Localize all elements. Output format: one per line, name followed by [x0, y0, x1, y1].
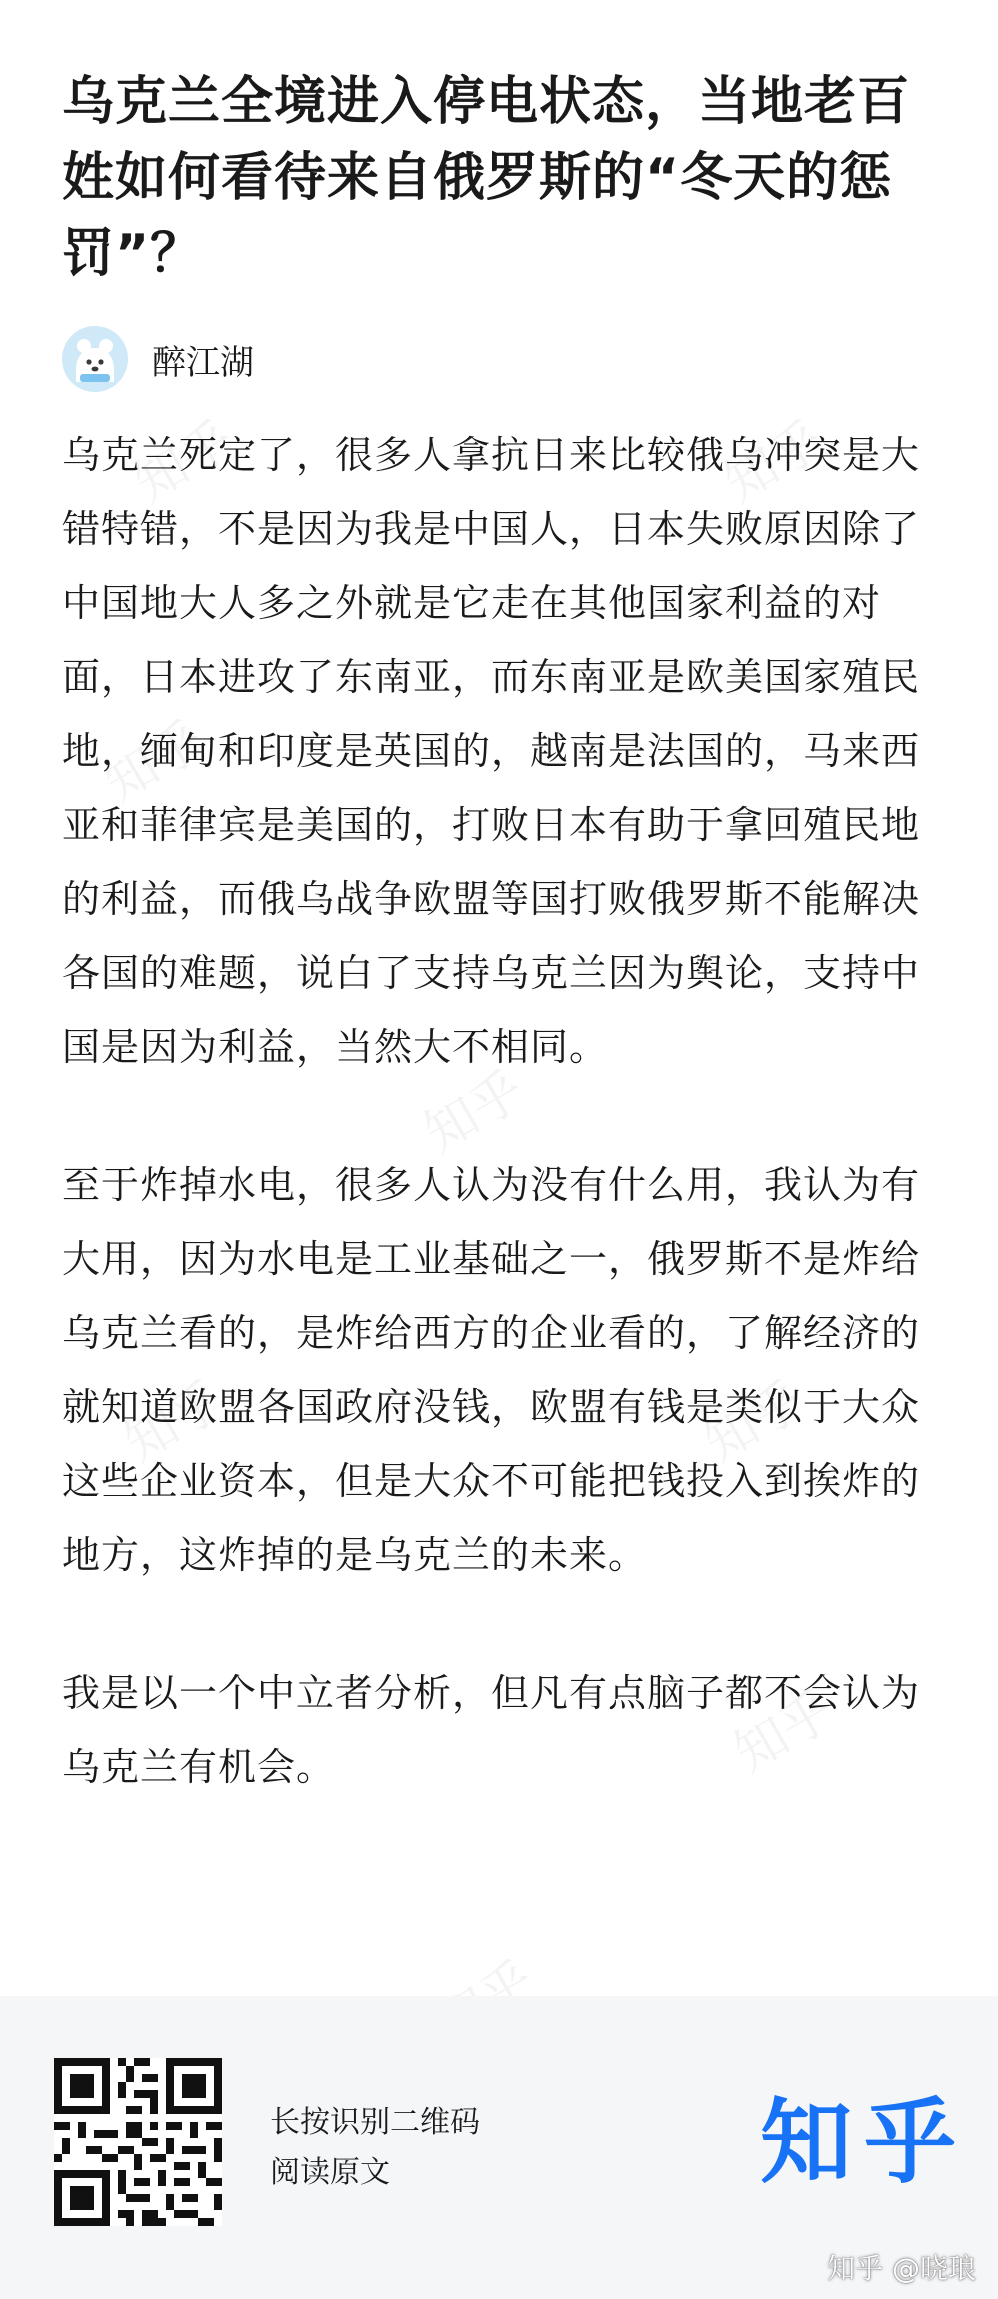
qr-code-icon[interactable]	[54, 2058, 222, 2226]
author-name[interactable]: 醉江湖	[152, 342, 254, 383]
qr-instructions	[270, 2098, 480, 2198]
paragraph: 乌克兰死定了，很多人拿抗日来比较俄乌冲突是大错特错，不是因为我是中国人，日本失败原因除了中国地大人多之外就是它走在其他国家利益的对面，日本进攻了东南亚，而东南亚是欧美国家殖民地，缅甸和印度是英国的，越南是法国的，马来西亚和菲律宾是美国的，打败日本有助于拿回殖民地的利益，而俄乌战争欧盟等国打败俄罗斯不能解决各国的难题，说白了支持乌克兰因为舆论，支持中国是因为利益，当然大不相同。	[62, 433, 921, 1069]
read-original-link[interactable]: 阅读原文	[270, 2155, 390, 2190]
article	[62, 64, 942, 1868]
paragraph: 至于炸掉水电，很多人认为没有什么用，我认为有大用，因为水电是工业基础之一，俄罗斯不是炸给乌克兰看的，是炸给西方的企业看的，了解经济的就知道欧盟各国政府没钱，欧盟有钱是类似于大众这些企业资本，但是大众不可能把钱投入到挨炸的地方，这炸掉的是乌克兰的未来。	[62, 1163, 921, 1577]
article-body	[62, 418, 942, 1804]
watermark	[418, 1939, 546, 2000]
qr-instruction-line: 长按识别二维码	[270, 2105, 480, 2140]
source-watermark: 知乎 @晓琅	[827, 2252, 976, 2285]
article-title: 乌克兰全境进入停电状态，当地老百姓如何看待来自俄罗斯的“冬天的惩罚”？	[62, 72, 911, 284]
zhihu-logo: 知乎	[760, 2089, 969, 2196]
avatar-icon[interactable]	[62, 326, 128, 392]
author-row[interactable]	[62, 326, 942, 392]
paragraph: 我是以一个中立者分析，但凡有点脑子都不会认为乌克兰有机会。	[62, 1671, 921, 1789]
